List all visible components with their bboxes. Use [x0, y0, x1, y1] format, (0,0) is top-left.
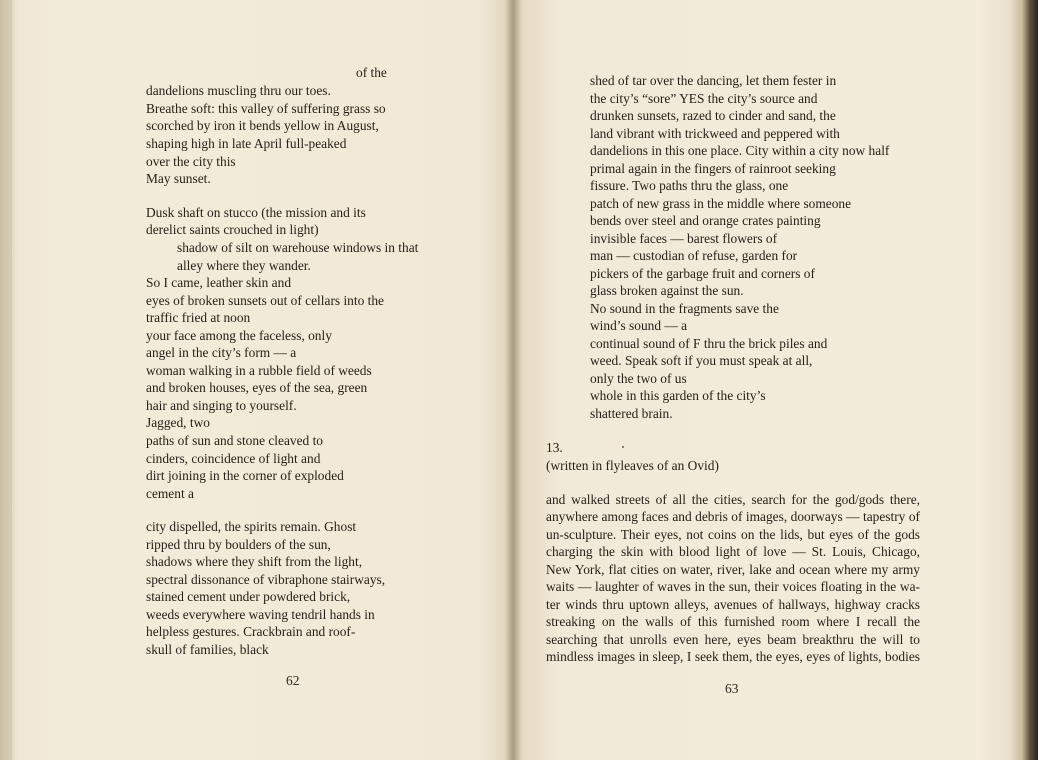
poem-line: over the city this: [146, 154, 236, 169]
poem-line: stained cement under powdered brick,: [146, 589, 351, 604]
poem-line: and broken houses, eyes of the sea, green: [146, 380, 368, 395]
poem-line: only the two of us: [590, 371, 687, 386]
poem-line: spectral dissonance of vibraphone stairways,: [146, 572, 386, 587]
prose-line: and walked streets of all the cities, search for the god/gods there,: [546, 492, 920, 507]
prose-line: streaking on the walls of this furnished room where I recall the: [546, 614, 920, 629]
poem-line: skull of families, black: [146, 642, 269, 657]
poem-line: shadows where they shift from the light,: [146, 554, 363, 569]
prose-line: anywhere among faces and debris of images, doorways — tapestry of: [546, 509, 920, 524]
poem-line: May sunset.: [146, 171, 211, 186]
page-number-left: 62: [286, 673, 300, 688]
poem-line: the city’s “sore” YES the city’s source and: [590, 91, 818, 106]
prose-line: un-sculpture. Their eyes, not coins on the lids, but eyes of the gods: [546, 527, 920, 542]
poem-line: shattered brain.: [590, 406, 673, 421]
poem-line: of the: [356, 65, 387, 80]
poem-line: ripped thru by boulders of the sun,: [146, 537, 331, 552]
poem-line: continual sound of F thru the brick piles and: [590, 336, 828, 351]
poem-line: dandelions in this one place. City within a city now half: [590, 143, 890, 158]
poem-line: invisible faces — barest flowers of: [590, 231, 778, 246]
paper-speck: [622, 446, 624, 448]
page-edges: [0, 0, 12, 760]
poem-line: derelict saints crouched in light): [146, 222, 319, 237]
section-number: 13.: [546, 440, 563, 455]
poem-line: Dusk shaft on stucco (the mission and its: [146, 205, 366, 220]
prose-line: charging the skin with blood light of love — St. Louis, Chicago,: [546, 544, 920, 559]
poem-line: scorched by iron it bends yellow in August,: [146, 118, 379, 133]
poem-line: dandelions muscling thru our toes.: [146, 83, 331, 98]
prose-line: New York, flat cities on water, river, lake and ocean where my army: [546, 562, 920, 577]
poem-line: No sound in the fragments save the: [590, 301, 779, 316]
poem-line: wind’s sound — a: [590, 318, 688, 333]
poem-line: glass broken against the sun.: [590, 283, 744, 298]
poem-line: traffic fried at noon: [146, 310, 251, 325]
poem-line: fissure. Two paths thru the glass, one: [590, 178, 789, 193]
poem-line: land vibrant with trickweed and peppered with: [590, 126, 840, 141]
poem-line: drunken sunsets, razed to cinder and sand, the: [590, 108, 836, 123]
poem-line: your face among the faceless, only: [146, 328, 332, 343]
prose-line: mindless images in sleep, I seek them, the eyes, eyes of lights, bodies: [546, 649, 920, 664]
poem-line: man — custodian of refuse, garden for: [590, 248, 798, 263]
poem-line: angel in the city’s form — a: [146, 345, 297, 360]
poem-line: primal again in the fingers of rainroot seeking: [590, 161, 836, 176]
poem-line: whole in this garden of the city’s: [590, 388, 766, 403]
prose-line: waits — laughter of waves in the sun, their voices floating in the wa-: [546, 579, 920, 594]
prose-line: ter winds thru uptown alleys, avenues of hallways, highway cracks: [546, 597, 920, 612]
poem-line: shadow of silt on warehouse windows in that: [177, 240, 419, 255]
poem-line: paths of sun and stone cleaved to: [146, 433, 324, 448]
poem-line: So I came, leather skin and: [146, 275, 292, 290]
poem-line: bends over steel and orange crates painting: [590, 213, 821, 228]
prose-line: searching that unrolls even here, eyes beam breakthru the will to: [546, 632, 920, 647]
poem-line: weeds everywhere waving tendril hands in: [146, 607, 375, 622]
poem-line: shaping high in late April full-peaked: [146, 136, 347, 151]
page-number-right: 63: [725, 681, 739, 696]
section-subtitle: (written in flyleaves of an Ovid): [546, 458, 719, 473]
poem-line: city dispelled, the spirits remain. Ghost: [146, 519, 357, 534]
poem-line: woman walking in a rubble field of weeds: [146, 363, 372, 378]
book-gutter: [505, 0, 521, 760]
poem-line: alley where they wander.: [177, 258, 311, 273]
poem-line: shed of tar over the dancing, let them fester in: [590, 73, 837, 88]
poem-line: cement a: [146, 486, 194, 501]
poem-line: helpless gestures. Crackbrain and roof-: [146, 624, 356, 639]
poem-line: cinders, coincidence of light and: [146, 451, 321, 466]
poem-line: dirt joining in the corner of exploded: [146, 468, 344, 483]
poem-line: weed. Speak soft if you must speak at all,: [590, 353, 813, 368]
poem-line: Jagged, two: [146, 415, 210, 430]
poem-line: eyes of broken sunsets out of cellars into the: [146, 293, 384, 308]
poem-line: hair and singing to yourself.: [146, 398, 297, 413]
poem-line: Breathe soft: this valley of suffering grass so: [146, 101, 386, 116]
poem-line: patch of new grass in the middle where someone: [590, 196, 852, 211]
poem-line: pickers of the garbage fruit and corners of: [590, 266, 815, 281]
